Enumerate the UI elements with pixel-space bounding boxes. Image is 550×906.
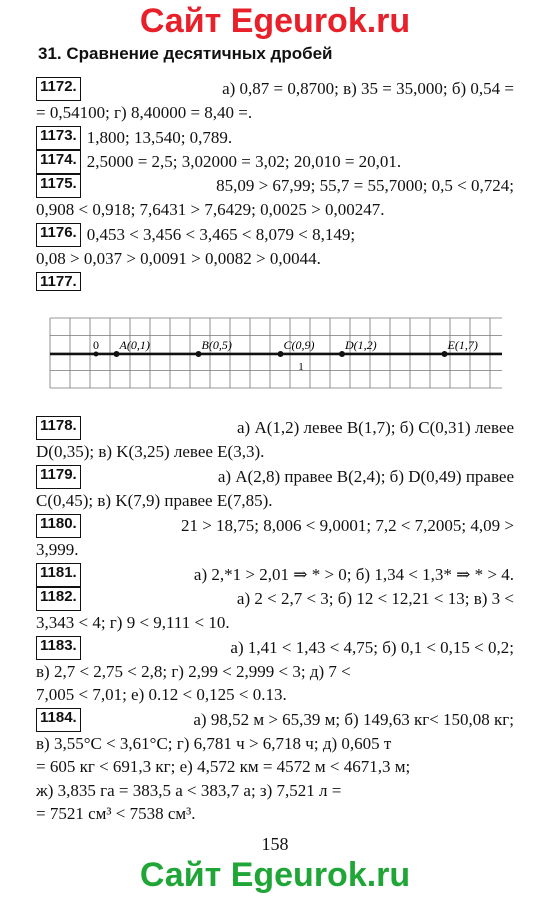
problem-number: 1173. [36,126,81,150]
answer-line: = 7521 см³ < 7538 см³. [36,804,196,823]
answer-line: а) 1,41 < 1,43 < 4,75; б) 0,1 < 0,15 < 0,2; [230,638,514,657]
problem-1183 [36,636,514,707]
origin-mark [94,352,99,357]
answer-line: а) 2 < 2,7 < 3; б) 12 < 12,21 < 13; в) 3 < [236,589,514,608]
answer-line: 21 > 18,75; 8,006 < 9,0001; 7,2 < 7,2005; 4,09 > [180,516,514,535]
problem-1173 [36,126,514,150]
answer-line: 3,999. [36,539,79,559]
problem-1184 [36,708,514,826]
problem-1175 [36,174,514,221]
problem-1179 [36,465,514,512]
answer-line: 7,005 < 7,01; е) 0.12 < 0,125 < 0.13. [36,685,287,704]
answer-line: а) 0,87 = 0,8700; в) 35 = 35,000; б) 0,54 = [222,79,514,98]
problem-1174 [36,150,514,174]
number-line-figure [36,312,514,392]
answer-line: D(0,35); в) K(3,25) левее E(3,3). [36,441,265,461]
answer-line: 1,800; 13,540; 0,789. [86,128,233,147]
problem-1176 [36,223,514,270]
answer-line: а) A(2,8) правее B(2,4); б) D(0,49) правее [217,467,514,486]
answer-line: ж) 3,835 га = 383,5 а < 383,7 а; з) 7,521 л = [36,780,342,800]
problem-1172 [36,77,514,124]
problem-number: 1174. [36,150,81,174]
answer-line: 85,09 > 67,99; 55,7 = 55,7000; 0,5 < 0,724; [216,176,514,195]
answer-line: = 0,54100; г) 8,40000 = 8,40 =. [36,102,253,122]
problem-number: 1182. [36,587,81,611]
answer-line: 2,5000 = 2,5; 3,02000 = 3,02; 20,010 = 20,01. [86,152,402,171]
problem-number: 1184. [36,708,81,732]
watermark-top: Сайт Egeurok.ru [139,2,411,40]
problem-number: 1180. [36,514,81,538]
point-label: C(0,9) [283,338,315,352]
answer-line: C(0,45); в) K(7,9) правее E(7,85). [36,490,273,510]
answer-line: а) A(1,2) левее B(1,7); б) C(0,31) левее [236,418,514,437]
page-number: 158 [261,834,289,854]
problem-number: 1179. [36,465,81,489]
point-label: A(0,1) [119,338,150,352]
problem-1177 [36,272,514,291]
answer-line: а) 98,52 м > 65,39 м; б) 149,63 кг< 150,08 кг; [193,710,514,729]
answer-line: 0,908 < 0,918; 7,6431 > 7,6429; 0,0025 > 0,00247. [36,199,385,219]
point-label: D(1,2) [345,338,377,352]
problem-number: 1172. [36,77,81,101]
answer-line: 0,453 < 3,456 < 3,465 < 8,079 < 8,149; [86,225,356,244]
zero-label: 0 [93,338,99,352]
problem-number: 1181. [36,563,81,587]
problem-1181 [36,563,514,587]
problem-number: 1175. [36,174,81,198]
problem-1180 [36,514,514,561]
problem-number: 1177. [36,272,81,291]
point-label: B(0,5) [201,338,232,352]
answer-line: в) 2,7 < 2,75 < 2,8; г) 2,99 < 2,999 < 3; д) 7 < [36,661,351,681]
unit-label: 1 [298,361,304,373]
section-title: 31. Сравнение десятичных дробей [38,44,333,63]
problem-number: 1178. [36,416,81,440]
answer-line: = 605 кг < 691,3 кг; е) 4,572 км = 4572 м < 4671,3 м; [36,757,411,776]
answer-line: 3,343 < 4; г) 9 < 9,111 < 10. [36,612,230,632]
problem-1182 [36,587,514,634]
watermark-bottom: Сайт Egeurok.ru [139,856,411,894]
point-label: E(1,7) [447,338,478,352]
problem-number: 1183. [36,636,81,660]
problem-1178 [36,416,514,463]
answer-line: 0,08 > 0,037 > 0,0091 > 0,0082 > 0,0044. [36,248,321,268]
answer-line: в) 3,55°С < 3,61°С; г) 6,781 ч > 6,718 ч; д) 0,605 т [36,733,392,753]
problem-number: 1176. [36,223,81,247]
answer-line: а) 2,*1 > 2,01 ⇒ * > 0; б) 1,34 < 1,3* ⇒ * > 4. [193,565,514,584]
